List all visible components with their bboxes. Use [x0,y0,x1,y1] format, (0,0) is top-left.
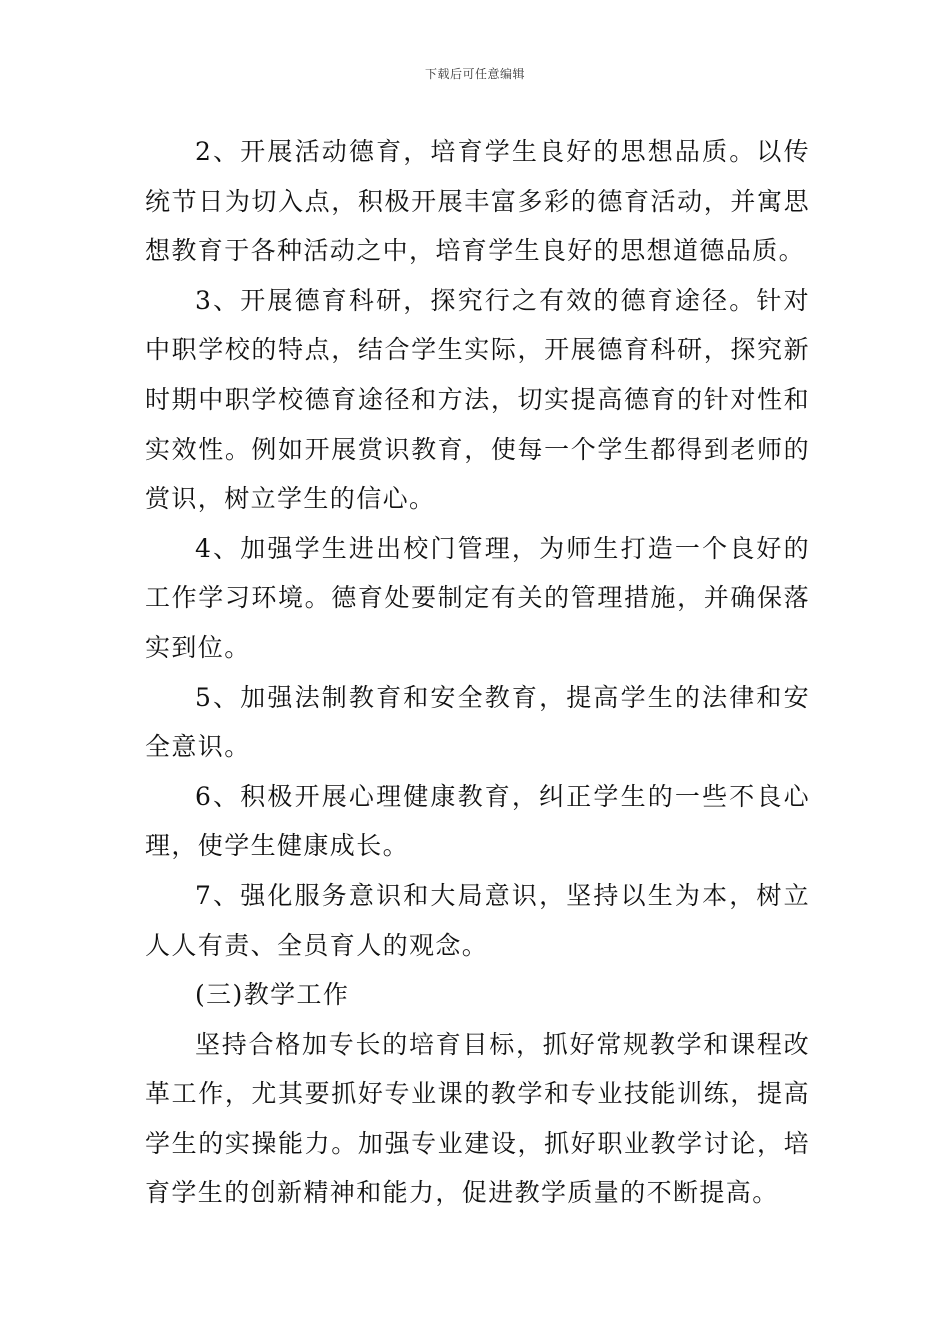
section-heading-teaching: (三)教学工作 [195,980,350,1010]
paragraph-legal-safety: 5、加强法制教育和安全教育，提高学生的法律和安全意识。 [145,682,810,762]
document-body [145,127,810,1218]
paragraph-moral-research: 3、开展德育科研，探究行之有效的德育途径。针对中职学校的特点，结合学生实际，开展德育科研，探究新时期中职学校德育途径和方法，切实提高德育的针对性和实效性。例如开展赏识教育，使每一个学生都得到老师的赏识，树立学生的信心。 [145,285,810,514]
paragraph-gate-management: 4、加强学生进出校门管理，为师生打造一个良好的工作学习环境。德育处要制定有关的管理措施，并确保落实到位。 [145,533,810,662]
paragraph-service-awareness: 7、强化服务意识和大局意识，坚持以生为本，树立人人有责、全员育人的观念。 [145,880,810,960]
paragraph-mental-health: 6、积极开展心理健康教育，纠正学生的一些不良心理，使学生健康成长。 [145,781,810,861]
paragraph-moral-activities: 2、开展活动德育，培育学生良好的思想品质。以传统节日为切入点，积极开展丰富多彩的德育活动，并寓思想教育于各种活动之中，培育学生良好的思想道德品质。 [145,137,810,266]
paragraph-teaching-work: 坚持合格加专长的培育目标，抓好常规教学和课程改革工作，尤其要抓好专业课的教学和专业技能训练，提高学生的实操能力。加强专业建设，抓好职业教学讨论，培育学生的创新精神和能力，促进教学质量的不断提高。 [145,1029,810,1208]
header-note: 下载后可任意编辑 [424,67,525,81]
